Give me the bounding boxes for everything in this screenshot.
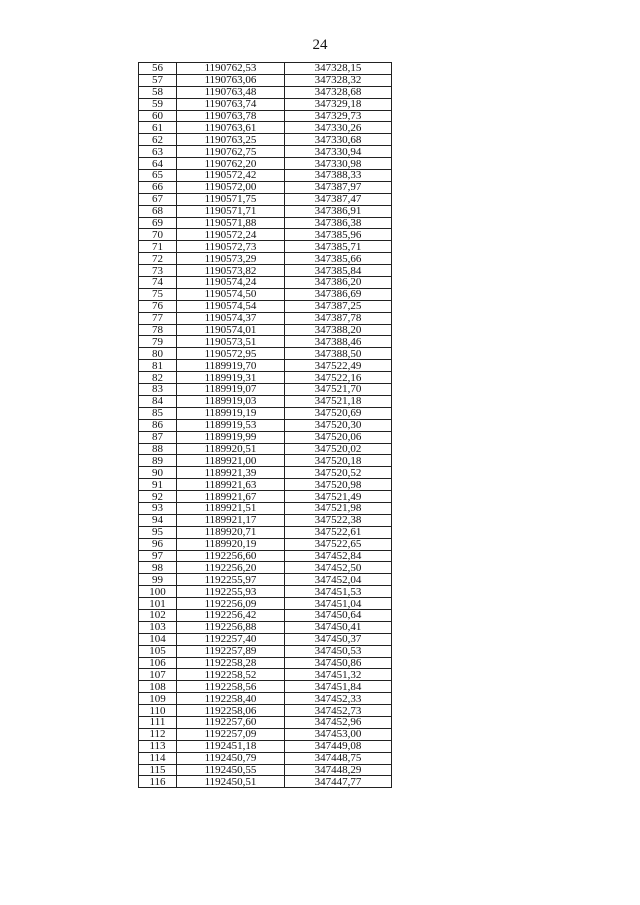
point-number-cell: 68	[139, 205, 177, 217]
x-coordinate-cell: 1192258,28	[177, 657, 285, 669]
x-coordinate-cell: 1190763,48	[177, 86, 285, 98]
x-coordinate-cell: 1189921,17	[177, 514, 285, 526]
y-coordinate-cell: 347328,15	[285, 63, 392, 75]
point-number-cell: 61	[139, 122, 177, 134]
point-number-cell: 106	[139, 657, 177, 669]
table-row	[139, 657, 392, 669]
x-coordinate-cell: 1192450,55	[177, 764, 285, 776]
point-number-cell: 66	[139, 181, 177, 193]
point-number-cell: 75	[139, 288, 177, 300]
x-coordinate-cell: 1190762,75	[177, 146, 285, 158]
y-coordinate-cell: 347452,96	[285, 716, 392, 728]
point-number-cell: 96	[139, 538, 177, 550]
x-coordinate-cell: 1192257,40	[177, 633, 285, 645]
table-row	[139, 705, 392, 717]
y-coordinate-cell: 347386,38	[285, 217, 392, 229]
point-number-cell: 94	[139, 514, 177, 526]
y-coordinate-cell: 347451,04	[285, 598, 392, 610]
y-coordinate-cell: 347388,20	[285, 324, 392, 336]
x-coordinate-cell: 1192258,56	[177, 681, 285, 693]
x-coordinate-cell: 1190573,82	[177, 265, 285, 277]
table-row	[139, 598, 392, 610]
x-coordinate-cell: 1189919,53	[177, 419, 285, 431]
point-number-cell: 77	[139, 312, 177, 324]
y-coordinate-cell: 347520,18	[285, 455, 392, 467]
x-coordinate-cell: 1192258,06	[177, 705, 285, 717]
table-row	[139, 74, 392, 86]
x-coordinate-cell: 1190763,61	[177, 122, 285, 134]
table-row	[139, 146, 392, 158]
x-coordinate-cell: 1189919,07	[177, 384, 285, 396]
point-number-cell: 84	[139, 395, 177, 407]
y-coordinate-cell: 347387,97	[285, 181, 392, 193]
point-number-cell: 71	[139, 241, 177, 253]
y-coordinate-cell: 347385,84	[285, 265, 392, 277]
y-coordinate-cell: 347522,16	[285, 372, 392, 384]
point-number-cell: 111	[139, 716, 177, 728]
y-coordinate-cell: 347452,50	[285, 562, 392, 574]
x-coordinate-cell: 1190572,00	[177, 181, 285, 193]
y-coordinate-cell: 347450,64	[285, 609, 392, 621]
x-coordinate-cell: 1192256,42	[177, 609, 285, 621]
point-number-cell: 69	[139, 217, 177, 229]
table-row	[139, 609, 392, 621]
x-coordinate-cell: 1190763,78	[177, 110, 285, 122]
point-number-cell: 80	[139, 348, 177, 360]
table-row	[139, 681, 392, 693]
table-row	[139, 419, 392, 431]
table-row	[139, 467, 392, 479]
table-row	[139, 98, 392, 110]
table-row	[139, 728, 392, 740]
x-coordinate-cell: 1192258,52	[177, 669, 285, 681]
y-coordinate-cell: 347522,61	[285, 526, 392, 538]
x-coordinate-cell: 1190572,73	[177, 241, 285, 253]
point-number-cell: 74	[139, 277, 177, 289]
y-coordinate-cell: 347447,77	[285, 776, 392, 788]
y-coordinate-cell: 347452,33	[285, 693, 392, 705]
table-row	[139, 550, 392, 562]
y-coordinate-cell: 347450,41	[285, 621, 392, 633]
table-row	[139, 241, 392, 253]
table-row	[139, 265, 392, 277]
y-coordinate-cell: 347520,69	[285, 407, 392, 419]
x-coordinate-cell: 1192255,97	[177, 574, 285, 586]
table-row	[139, 372, 392, 384]
point-number-cell: 109	[139, 693, 177, 705]
table-row	[139, 776, 392, 788]
point-number-cell: 112	[139, 728, 177, 740]
x-coordinate-cell: 1189919,99	[177, 431, 285, 443]
point-number-cell: 99	[139, 574, 177, 586]
table-row	[139, 669, 392, 681]
y-coordinate-cell: 347328,32	[285, 74, 392, 86]
table-row	[139, 562, 392, 574]
y-coordinate-cell: 347520,02	[285, 443, 392, 455]
point-number-cell: 56	[139, 63, 177, 75]
point-number-cell: 85	[139, 407, 177, 419]
point-number-cell: 92	[139, 491, 177, 503]
point-number-cell: 73	[139, 265, 177, 277]
x-coordinate-cell: 1189920,19	[177, 538, 285, 550]
y-coordinate-cell: 347386,69	[285, 288, 392, 300]
table-row	[139, 360, 392, 372]
x-coordinate-cell: 1190574,24	[177, 277, 285, 289]
y-coordinate-cell: 347451,84	[285, 681, 392, 693]
y-coordinate-cell: 347329,18	[285, 98, 392, 110]
table-row	[139, 633, 392, 645]
point-number-cell: 59	[139, 98, 177, 110]
point-number-cell: 57	[139, 74, 177, 86]
x-coordinate-cell: 1189919,19	[177, 407, 285, 419]
table-row	[139, 502, 392, 514]
y-coordinate-cell: 347386,91	[285, 205, 392, 217]
point-number-cell: 110	[139, 705, 177, 717]
x-coordinate-cell: 1192256,20	[177, 562, 285, 574]
y-coordinate-cell: 347521,70	[285, 384, 392, 396]
point-number-cell: 98	[139, 562, 177, 574]
point-number-cell: 108	[139, 681, 177, 693]
x-coordinate-cell: 1190571,88	[177, 217, 285, 229]
table-row	[139, 193, 392, 205]
table-row	[139, 288, 392, 300]
page-number: 24	[312, 37, 328, 53]
table-row	[139, 407, 392, 419]
y-coordinate-cell: 347388,33	[285, 170, 392, 182]
table-row	[139, 716, 392, 728]
table-row	[139, 158, 392, 170]
table-row	[139, 253, 392, 265]
x-coordinate-cell: 1192256,60	[177, 550, 285, 562]
y-coordinate-cell: 347388,50	[285, 348, 392, 360]
y-coordinate-cell: 347452,84	[285, 550, 392, 562]
y-coordinate-cell: 347330,68	[285, 134, 392, 146]
table-row	[139, 586, 392, 598]
x-coordinate-cell: 1189921,63	[177, 479, 285, 491]
point-number-cell: 113	[139, 740, 177, 752]
y-coordinate-cell: 347520,30	[285, 419, 392, 431]
table-row	[139, 693, 392, 705]
x-coordinate-cell: 1192257,09	[177, 728, 285, 740]
y-coordinate-cell: 347448,29	[285, 764, 392, 776]
y-coordinate-cell: 347520,52	[285, 467, 392, 479]
table-row	[139, 740, 392, 752]
point-number-cell: 115	[139, 764, 177, 776]
point-number-cell: 67	[139, 193, 177, 205]
y-coordinate-cell: 347521,18	[285, 395, 392, 407]
table-row	[139, 63, 392, 75]
y-coordinate-cell: 347451,53	[285, 586, 392, 598]
y-coordinate-cell: 347451,32	[285, 669, 392, 681]
point-number-cell: 104	[139, 633, 177, 645]
point-number-cell: 88	[139, 443, 177, 455]
table-row	[139, 443, 392, 455]
x-coordinate-cell: 1189921,00	[177, 455, 285, 467]
x-coordinate-cell: 1190763,06	[177, 74, 285, 86]
point-number-cell: 103	[139, 621, 177, 633]
y-coordinate-cell: 347328,68	[285, 86, 392, 98]
y-coordinate-cell: 347449,08	[285, 740, 392, 752]
point-number-cell: 58	[139, 86, 177, 98]
y-coordinate-cell: 347452,73	[285, 705, 392, 717]
point-number-cell: 72	[139, 253, 177, 265]
y-coordinate-cell: 347521,98	[285, 502, 392, 514]
table-row	[139, 300, 392, 312]
y-coordinate-cell: 347385,96	[285, 229, 392, 241]
x-coordinate-cell: 1192450,51	[177, 776, 285, 788]
y-coordinate-cell: 347452,04	[285, 574, 392, 586]
x-coordinate-cell: 1189919,70	[177, 360, 285, 372]
y-coordinate-cell: 347522,49	[285, 360, 392, 372]
y-coordinate-cell: 347453,00	[285, 728, 392, 740]
x-coordinate-cell: 1190762,53	[177, 63, 285, 75]
table-row	[139, 312, 392, 324]
point-number-cell: 95	[139, 526, 177, 538]
point-number-cell: 91	[139, 479, 177, 491]
table-row	[139, 752, 392, 764]
x-coordinate-cell: 1189921,51	[177, 502, 285, 514]
table-row	[139, 170, 392, 182]
x-coordinate-cell: 1192256,09	[177, 598, 285, 610]
table-row	[139, 86, 392, 98]
y-coordinate-cell: 347522,65	[285, 538, 392, 550]
x-coordinate-cell: 1190573,29	[177, 253, 285, 265]
table-row	[139, 277, 392, 289]
point-number-cell: 63	[139, 146, 177, 158]
y-coordinate-cell: 347385,66	[285, 253, 392, 265]
coordinates-table-body	[139, 63, 392, 788]
y-coordinate-cell: 347450,86	[285, 657, 392, 669]
point-number-cell: 93	[139, 502, 177, 514]
table-row	[139, 491, 392, 503]
point-number-cell: 78	[139, 324, 177, 336]
table-row	[139, 217, 392, 229]
x-coordinate-cell: 1190762,20	[177, 158, 285, 170]
point-number-cell: 70	[139, 229, 177, 241]
point-number-cell: 76	[139, 300, 177, 312]
y-coordinate-cell: 347520,06	[285, 431, 392, 443]
table-row	[139, 574, 392, 586]
point-number-cell: 60	[139, 110, 177, 122]
y-coordinate-cell: 347388,46	[285, 336, 392, 348]
point-number-cell: 114	[139, 752, 177, 764]
table-row	[139, 348, 392, 360]
x-coordinate-cell: 1189919,31	[177, 372, 285, 384]
table-row	[139, 336, 392, 348]
point-number-cell: 86	[139, 419, 177, 431]
y-coordinate-cell: 347450,53	[285, 645, 392, 657]
x-coordinate-cell: 1190573,51	[177, 336, 285, 348]
table-row	[139, 479, 392, 491]
point-number-cell: 82	[139, 372, 177, 384]
x-coordinate-cell: 1190572,95	[177, 348, 285, 360]
x-coordinate-cell: 1190763,25	[177, 134, 285, 146]
x-coordinate-cell: 1190574,37	[177, 312, 285, 324]
x-coordinate-cell: 1190572,24	[177, 229, 285, 241]
table-row	[139, 110, 392, 122]
table-row	[139, 526, 392, 538]
point-number-cell: 101	[139, 598, 177, 610]
x-coordinate-cell: 1192258,40	[177, 693, 285, 705]
table-row	[139, 205, 392, 217]
point-number-cell: 102	[139, 609, 177, 621]
y-coordinate-cell: 347385,71	[285, 241, 392, 253]
x-coordinate-cell: 1190572,42	[177, 170, 285, 182]
y-coordinate-cell: 347386,20	[285, 277, 392, 289]
y-coordinate-cell: 347330,26	[285, 122, 392, 134]
point-number-cell: 89	[139, 455, 177, 467]
table-row	[139, 431, 392, 443]
point-number-cell: 79	[139, 336, 177, 348]
y-coordinate-cell: 347520,98	[285, 479, 392, 491]
point-number-cell: 116	[139, 776, 177, 788]
table-row	[139, 395, 392, 407]
coordinates-table	[138, 62, 392, 788]
x-coordinate-cell: 1192257,89	[177, 645, 285, 657]
y-coordinate-cell: 347521,49	[285, 491, 392, 503]
x-coordinate-cell: 1190574,54	[177, 300, 285, 312]
x-coordinate-cell: 1190763,74	[177, 98, 285, 110]
table-row	[139, 122, 392, 134]
x-coordinate-cell: 1192451,18	[177, 740, 285, 752]
table-row	[139, 134, 392, 146]
point-number-cell: 87	[139, 431, 177, 443]
point-number-cell: 65	[139, 170, 177, 182]
x-coordinate-cell: 1190571,71	[177, 205, 285, 217]
y-coordinate-cell: 347329,73	[285, 110, 392, 122]
point-number-cell: 90	[139, 467, 177, 479]
y-coordinate-cell: 347330,98	[285, 158, 392, 170]
point-number-cell: 81	[139, 360, 177, 372]
point-number-cell: 97	[139, 550, 177, 562]
x-coordinate-cell: 1192255,93	[177, 586, 285, 598]
point-number-cell: 107	[139, 669, 177, 681]
point-number-cell: 62	[139, 134, 177, 146]
table-row	[139, 324, 392, 336]
y-coordinate-cell: 347450,37	[285, 633, 392, 645]
x-coordinate-cell: 1189921,39	[177, 467, 285, 479]
y-coordinate-cell: 347387,78	[285, 312, 392, 324]
x-coordinate-cell: 1189919,03	[177, 395, 285, 407]
y-coordinate-cell: 347522,38	[285, 514, 392, 526]
point-number-cell: 105	[139, 645, 177, 657]
x-coordinate-cell: 1190574,01	[177, 324, 285, 336]
y-coordinate-cell: 347330,94	[285, 146, 392, 158]
x-coordinate-cell: 1190574,50	[177, 288, 285, 300]
point-number-cell: 100	[139, 586, 177, 598]
table-row	[139, 764, 392, 776]
x-coordinate-cell: 1192256,88	[177, 621, 285, 633]
x-coordinate-cell: 1189921,67	[177, 491, 285, 503]
y-coordinate-cell: 347387,47	[285, 193, 392, 205]
x-coordinate-cell: 1189920,71	[177, 526, 285, 538]
x-coordinate-cell: 1192450,79	[177, 752, 285, 764]
table-row	[139, 514, 392, 526]
x-coordinate-cell: 1192257,60	[177, 716, 285, 728]
table-row	[139, 181, 392, 193]
point-number-cell: 64	[139, 158, 177, 170]
table-row	[139, 229, 392, 241]
table-row	[139, 455, 392, 467]
table-row	[139, 645, 392, 657]
x-coordinate-cell: 1189920,51	[177, 443, 285, 455]
table-row	[139, 384, 392, 396]
y-coordinate-cell: 347448,75	[285, 752, 392, 764]
y-coordinate-cell: 347387,25	[285, 300, 392, 312]
x-coordinate-cell: 1190571,75	[177, 193, 285, 205]
point-number-cell: 83	[139, 384, 177, 396]
table-row	[139, 538, 392, 550]
table-row	[139, 621, 392, 633]
